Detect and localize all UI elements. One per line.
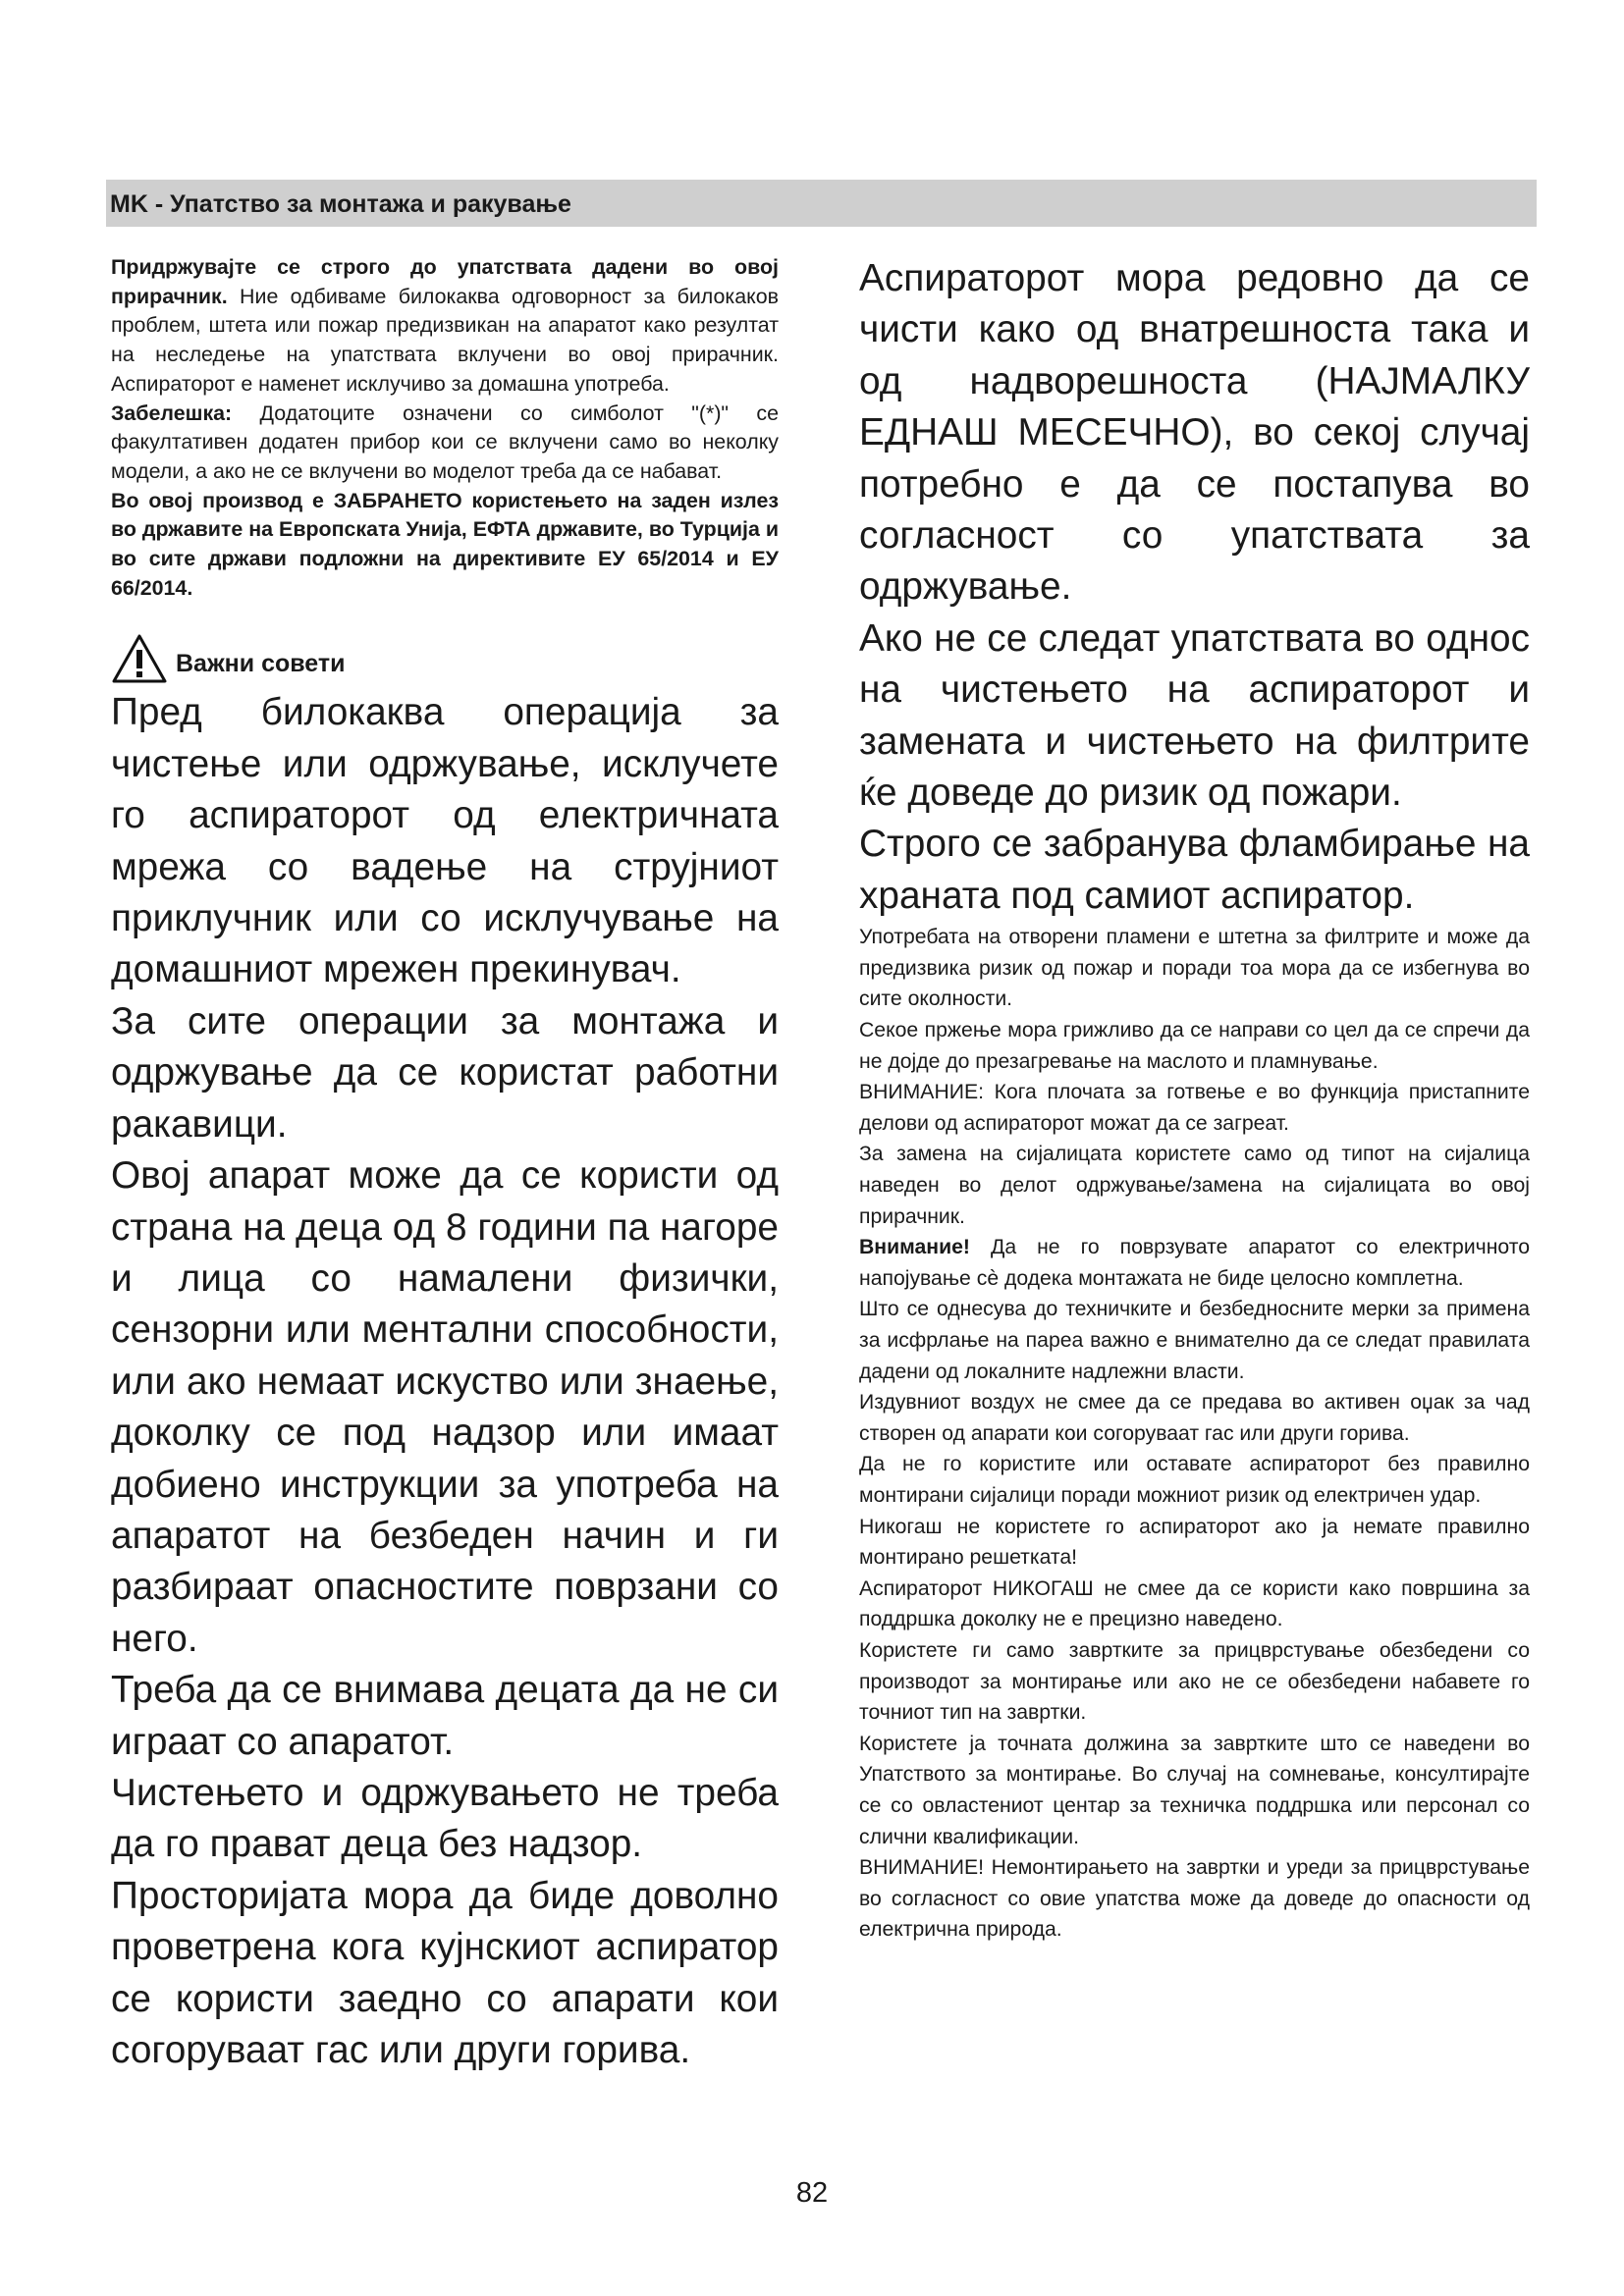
safety-paragraph: Што се однесува до техничките и безбедносните мерки за примена за исфрлање на пареа важно е внимателно да се следат правилата дадени од локалните надлежни власти. (859, 1298, 1530, 1383)
safety-paragraph: ВНИМАНИЕ: Кога плочата за готвење е во функција пристапните делови од аспираторот можат да се загреат. (859, 1081, 1530, 1135)
cleaning-paragraph: Ако не се следат упатствата во однос на чистењето на аспираторот и замената и чистењето на филтрите ќе доведе до ризик од пожари. (859, 616, 1530, 815)
page-number: 82 (795, 2177, 829, 2209)
section-header (106, 180, 1537, 227)
advice-paragraph: Треба да се внимава децата да не си играат со апаратот. (111, 1669, 779, 1763)
note-label: Забелешка: (111, 400, 233, 425)
safety-paragraph: Да не го користите или оставате аспираторот без правилно монтирани сијалици поради можниот ризик од електричен удар. (859, 1453, 1530, 1507)
note-text: Додатоците означени со симболот "(*)" се факултативен додатен прибор кои се вклучени само во неколку модели, а ако не се вклучени во моделот треба да се набават. (111, 400, 779, 483)
safety-paragraph: За замена на сијалицата користете само од типот на сијалица наведен во делот одржување/замена на сијалицата во овој прирачник. (859, 1143, 1530, 1228)
advice-paragraph: Просторијата мора да биде доволно проветрена кога кујнскиот аспиратор се користи заедно со апарати кои согоруваат гас или други горива. (111, 1874, 779, 2071)
safety-paragraph: Секое пржење мора грижливо да се направи со цел да се спречи да не дојде до презагревање на маслото и пламнување. (859, 1019, 1530, 1073)
safety-paragraph: Користете ги само завртките за прицврстување обезбедени со производот за монтирање или ако не се обезбедени набавете го точниот тип на завртки. (859, 1638, 1530, 1725)
advice-paragraph: Овој апарат може да се користи од страна на деца од 8 години па нагоре и лица со намалени физички, сензорни или ментални способности, или ако немаат искуство или знаење, доколку се под надзор или имаат добиено инструкции за употреба на апаратот на безбеден начин и ги разбираат опасностите поврзани со него. (111, 1154, 779, 1660)
right-column (859, 253, 1530, 1946)
safety-paragraph: Никогаш не користете го аспираторот ако ја немате правилно монтирано решетката! (859, 1515, 1530, 1570)
attention-text: Да не го поврзувате апаратот со електричното напојување сè додека монтажата не биде целосно комплетна. (859, 1236, 1530, 1290)
important-advice-heading (111, 630, 779, 687)
warning-triangle-icon (111, 633, 168, 684)
intro-paragraph (111, 253, 779, 400)
safety-paragraph: Користете ја точната должина за завртките што се наведени во Упатството за монтирање. Во случај на сомневање, консултирајте се со овластениот центар за техничка поддршка или персонал со слични квалификации. (859, 1732, 1530, 1848)
safety-paragraph: Употребата на отворени пламени е штетна за филтрите и може да предизвика ризик од пожар и поради тоа мора да се избегнува во сите околности. (859, 926, 1530, 1011)
note-paragraph (111, 400, 779, 487)
safety-paragraph: ВНИМАНИЕ! Немонтирањето на завртки и уреди за прицврстување во согласност со овие упатства може да доведе до опасности од електрична природа. (859, 1856, 1530, 1942)
attention-label: Внимание! (859, 1236, 970, 1259)
safety-paragraph (859, 1232, 1530, 1294)
cleaning-paragraph: Строго се забранува фламбирање на храната под самиот аспиратор. (859, 823, 1530, 917)
safety-paragraph: Издувниот воздух не смее да се предава во активен оџак за чад створен од апарати кои согоруваат гас или други горива. (859, 1391, 1530, 1445)
warning-title: Важни совети (176, 649, 346, 677)
prohibition-paragraph: Во овој производ е ЗАБРАНЕТО користењето на заден излез во државите на Европската Унија, ЕФТА државите, во Турција и во сите држави подложни на директивите ЕУ 65/2014 и ЕУ 66/2014. (111, 488, 779, 600)
advice-paragraph: Чистењето и одржувањето не треба да го прават деца без надзор. (111, 1771, 779, 1866)
section-title: MK - Упатство за монтажа и ракување (110, 190, 571, 218)
advice-paragraph: Пред билокаква операција за чистење или одржување, исклучете го аспираторот од електричната мрежа со вадење на струјниот приклучник или со исклучување на домашниот мрежен прекинувач. (111, 691, 779, 991)
intro-text: Ние одбиваме билокаква одговорност за билокаков проблем, штета или пожар предизвикан на апаратот како резултат на неследење на упатствата вклучени во овој прирачник. Аспираторот е наменет исклучиво за домашна употреба. (111, 284, 779, 396)
cleaning-paragraph: Аспираторот мора редовно да се чисти како од внатрешноста така и од надворешноста (НАЈМАЛКУ ЕДНАШ МЕСЕЧНО), во секој случај потребно е да се постапува во согласност со упатствата за одржување. (859, 257, 1530, 609)
intro-bold: Придржувајте се строго до упатствата дадени во овој прирачник. (111, 255, 779, 308)
safety-paragraph: Аспираторот НИКОГАШ не смее да се користи како површина за поддршка доколку не е прецизно наведено. (859, 1576, 1530, 1631)
left-column (111, 253, 779, 2076)
advice-paragraph: За сите операции за монтажа и одржување да се користат работни ракавици. (111, 999, 779, 1146)
